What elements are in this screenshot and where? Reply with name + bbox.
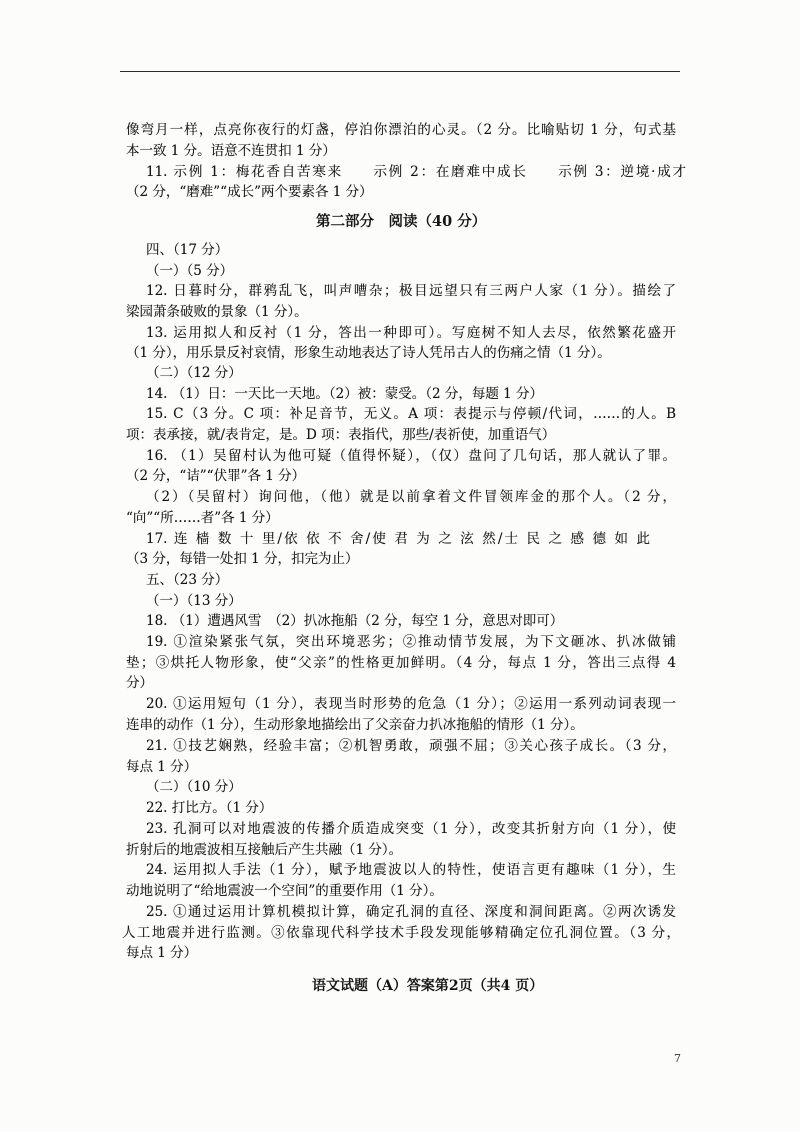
q15-line-1: 15. C（3 分。C 项：补足音节，无义。A 项：表提示与停顿/代词，……的人。B (146, 406, 676, 422)
q19-line-2: 垫；③烘托人物形象，使“父亲”的性格更加鲜明。（4 分，每点 1 分，答出三点得 4 (126, 655, 676, 671)
page-number: 7 (674, 1052, 681, 1065)
q23-line-2: 折射后的地震波相互接触后产生共融（1 分）。 (126, 842, 403, 858)
header-rule (120, 71, 680, 72)
section-5-group-2-heading: （二）（10 分） (146, 779, 242, 795)
q25-line-2: 人工地震并进行监测。③依靠现代科学技术手段发现能够精确定位孔洞位置。（3 分， (122, 925, 680, 941)
section-4-heading: 四、（17 分） (146, 242, 229, 258)
q13-line-1: 13. 运用拟人和反衬（1 分，答出一种即可）。写庭树不知人去尽，依然繁花盛开 (146, 325, 676, 341)
q17-line-1: 17. 连 樯 数 十 里/依 依 不 舍/使 君 为 之 泫 然/士 民 之 感 德 如 此 (146, 531, 650, 547)
q19-line-3: 分） (126, 675, 153, 691)
section-4-group-2-heading: （二）（12 分） (146, 365, 242, 381)
q16-line-2: （2 分，“诘”“伏罪”各 1 分） (126, 468, 306, 484)
q16-line-4: “向”“所……者”各 1 分） (126, 510, 279, 526)
q14-line-1: 14. （1）日：一天比一天地。（2）被：蒙受。（2 分，每题 1 分） (146, 386, 543, 402)
q13-line-2: （1 分），用乐景反衬哀情，形象生动地表达了诗人凭吊古人的伤痛之情（1 分）。 (126, 345, 611, 361)
q20-line-1: 20. ①运用短句（1 分），表现当时形势的危急（1 分）；②运用一系列动词表现一 (146, 696, 676, 712)
q16-line-3: （2）（吴留村）询问他，（他）就是以前拿着文件冒领库金的那个人。（2 分， (146, 489, 676, 505)
q25-line-1: 25. ①通过运用计算机模拟计算，确定孔洞的直径、深度和洞间距离。②两次诱发 (146, 904, 676, 920)
section-4-group-1-heading: （一）（5 分） (146, 263, 234, 279)
q24-line-1: 24. 运用拟人手法（1 分），赋予地震波以人的特性，使语言更有趣味（1 分），生 (146, 862, 676, 878)
q16-line-1: 16. （1）吴留村认为他可疑（值得怀疑），（仅）盘问了几句话，那人就认了罪。 (146, 448, 676, 464)
q10-line-1: 像弯月一样，点亮你夜行的灯盏，停泊你漂泊的心灵。（2 分。比喻贴切 1 分，句式基 (126, 122, 676, 138)
q10-line-2: 本一致 1 分。语意不连贯扣 1 分） (126, 143, 336, 159)
q11-line-1: 11. 示例 1：梅花香自苦寒来 示例 2：在磨难中成长 示例 3：逆境·成才 (146, 164, 686, 180)
q12-line-2: 梁园萧条破败的景象（1 分）。 (126, 304, 308, 320)
q21-line-2: 每点 1 分） (126, 759, 198, 775)
q20-line-2: 连串的动作（1 分），生动形象地描绘出了父亲奋力扒冰拖船的情形（1 分）。 (126, 717, 584, 733)
page-footer: 语文试题（A）答案第2页（共4 页） (312, 978, 544, 994)
q22-line-1: 22. 打比方。（1 分） (146, 800, 273, 816)
q23-line-1: 23. 孔洞可以对地震波的传播介质造成突变（1 分），改变其折射方向（1 分），使 (146, 821, 676, 837)
q25-line-3: 每点 1 分） (126, 945, 198, 961)
q19-line-1: 19. ①渲染紧张气氛，突出环境恶劣；②推动情节发展，为下文砸冰、扒冰做铺 (146, 634, 676, 650)
part2-heading: 第二部分 阅读（40 分） (316, 213, 487, 230)
q21-line-1: 21. ①技艺娴熟，经验丰富；②机智勇敢，顽强不屈；③关心孩子成长。（3 分， (146, 738, 676, 754)
section-5-group-1-heading: （一）（13 分） (146, 593, 242, 609)
q12-line-1: 12. 日暮时分，群鸦乱飞，叫声嘈杂；极目远望只有三两户人家（1 分）。描绘了 (146, 283, 676, 299)
q18-line-1: 18. （1）遭遇风雪 （2）扒冰拖船（2 分，每空 1 分，意思对即可） (146, 613, 564, 629)
q17-line-2: （3 分，每错一处扣 1 分，扣完为止） (126, 551, 359, 567)
q15-line-2: 项：表承接，就/表肯定，是。D 项：表指代，那些/表祈使，加重语气） (126, 427, 556, 443)
q11-line-2: （2 分，“磨难”“成长”两个要素各 1 分） (126, 184, 373, 200)
section-5-heading: 五、（23 分） (146, 572, 229, 588)
q24-line-2: 动地说明了“给地震波一个空间”的重要作用（1 分）。 (126, 883, 443, 899)
